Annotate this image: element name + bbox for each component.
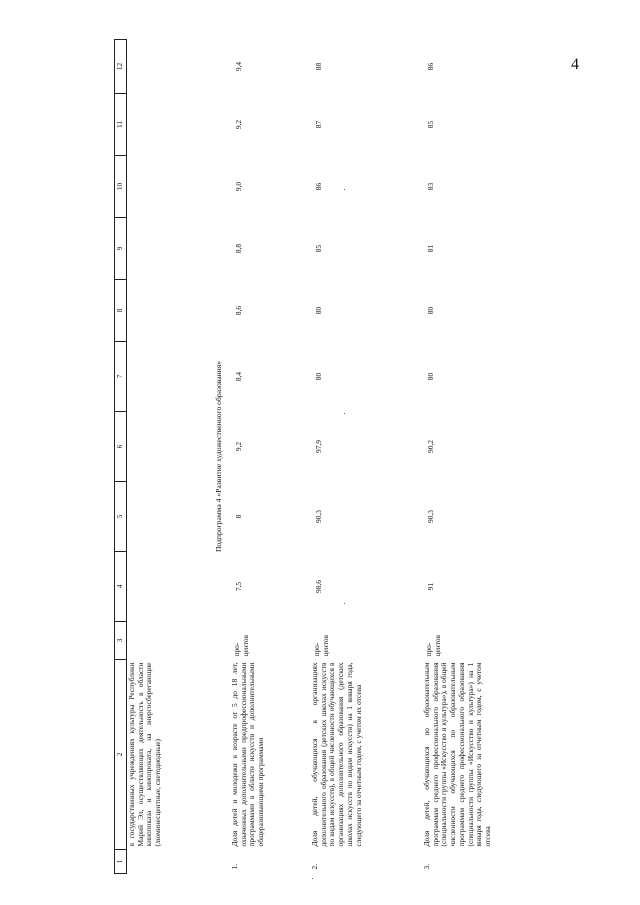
indicators-table	[114, 39, 539, 874]
row-value: 86	[313, 182, 323, 191]
rotated-table-container	[114, 40, 603, 874]
continuation-text: в государственных учреждениях культуры Республики Марий Эл, осуществляющих деятельность в области кинопоказа и кинопроката, на энергосберегающие (люминесцентные, светодиодные)	[127, 662, 163, 847]
row-index: 2.	[309, 863, 319, 870]
row-description: Доля детей, обучающихся по образовательным программам среднего профессионального образования (специальности группы «Искусство и культура»), в общей численности обучающихся по образовательным программам среднего профессионального образования (специальности группы «Искусство и культура») на 1 января года, следующего за отчетным годом, с учетом отсева	[421, 662, 493, 847]
row-value: 98,6	[313, 580, 323, 593]
row-value: 8,8	[233, 243, 243, 254]
col-num-3: 3	[115, 622, 127, 660]
col-num-4: 4	[115, 552, 127, 622]
row-description: Доля детей и молодежи в возрасте от 5 до 18 лет, охваченных дополнительными предпрофессиональными программами в области искусств и дополнительными общеразвивающими программами	[229, 662, 266, 847]
row-value: 83	[425, 182, 435, 191]
row-value: 9,2	[233, 119, 243, 130]
row-unit: про-центов	[231, 634, 250, 657]
col-num-12: 12	[115, 40, 127, 94]
col-num-2: 2	[115, 660, 127, 850]
col-num-7: 7	[115, 342, 127, 412]
col-num-5: 5	[115, 482, 127, 552]
row-description: Доля детей, обучающихся в организациях дополнительного образования (детских школах искусств по видам искусств), в общей численности обучающихся в организациях дополнительного образования (детских школах искусств по видам искусств) на 1 января года, следующего за отчетным годом, с учетом их отсева	[309, 662, 363, 847]
row-value: 90,3	[425, 510, 435, 523]
row-value: 80	[313, 372, 323, 381]
row-value: 8,6	[233, 305, 243, 316]
col-num-1: 1	[115, 850, 127, 874]
row-value: 90,2	[425, 440, 435, 453]
col-num-9: 9	[115, 218, 127, 280]
row-unit: про-центов	[423, 634, 442, 657]
col-num-8: 8	[115, 280, 127, 342]
col-num-10: 10	[115, 156, 127, 218]
continuation-row	[127, 40, 211, 874]
row-value: 85	[425, 120, 435, 129]
row-value: 86	[425, 62, 435, 71]
row-value: 9,0	[233, 181, 243, 192]
row-value: 8,4	[233, 371, 243, 382]
column-number-row	[115, 40, 127, 874]
scan-speck	[344, 603, 345, 604]
row-value: 80	[313, 306, 323, 315]
scan-speck	[344, 189, 345, 190]
row-value: 9,2	[233, 441, 243, 452]
table-row	[421, 40, 539, 874]
row-value: 9,4	[233, 61, 243, 72]
table-row	[229, 40, 309, 874]
subprogram-title: Подпрограмма 4 «Развитие художественного образования»	[214, 360, 223, 553]
row-value: 85	[313, 244, 323, 253]
row-value: 97,9	[313, 440, 323, 453]
scan-speck	[344, 413, 345, 414]
col-num-11: 11	[115, 94, 127, 156]
row-value: 80	[425, 372, 435, 381]
scan-speck	[312, 878, 313, 879]
row-value: 88	[313, 62, 323, 71]
col-num-6: 6	[115, 412, 127, 482]
table-row	[309, 40, 421, 874]
row-value: 90,3	[313, 510, 323, 523]
row-value: 8	[233, 514, 243, 519]
row-value: 81	[425, 244, 435, 253]
row-unit: про-центов	[311, 634, 330, 657]
row-index: 3.	[421, 863, 431, 870]
subprogram-row	[210, 40, 229, 874]
row-value: 7,5	[233, 581, 243, 592]
row-index: 1.	[229, 863, 239, 870]
page-number: 4	[571, 56, 579, 73]
row-value: 87	[313, 120, 323, 129]
row-value: 91	[425, 582, 435, 591]
row-value: 80	[425, 306, 435, 315]
